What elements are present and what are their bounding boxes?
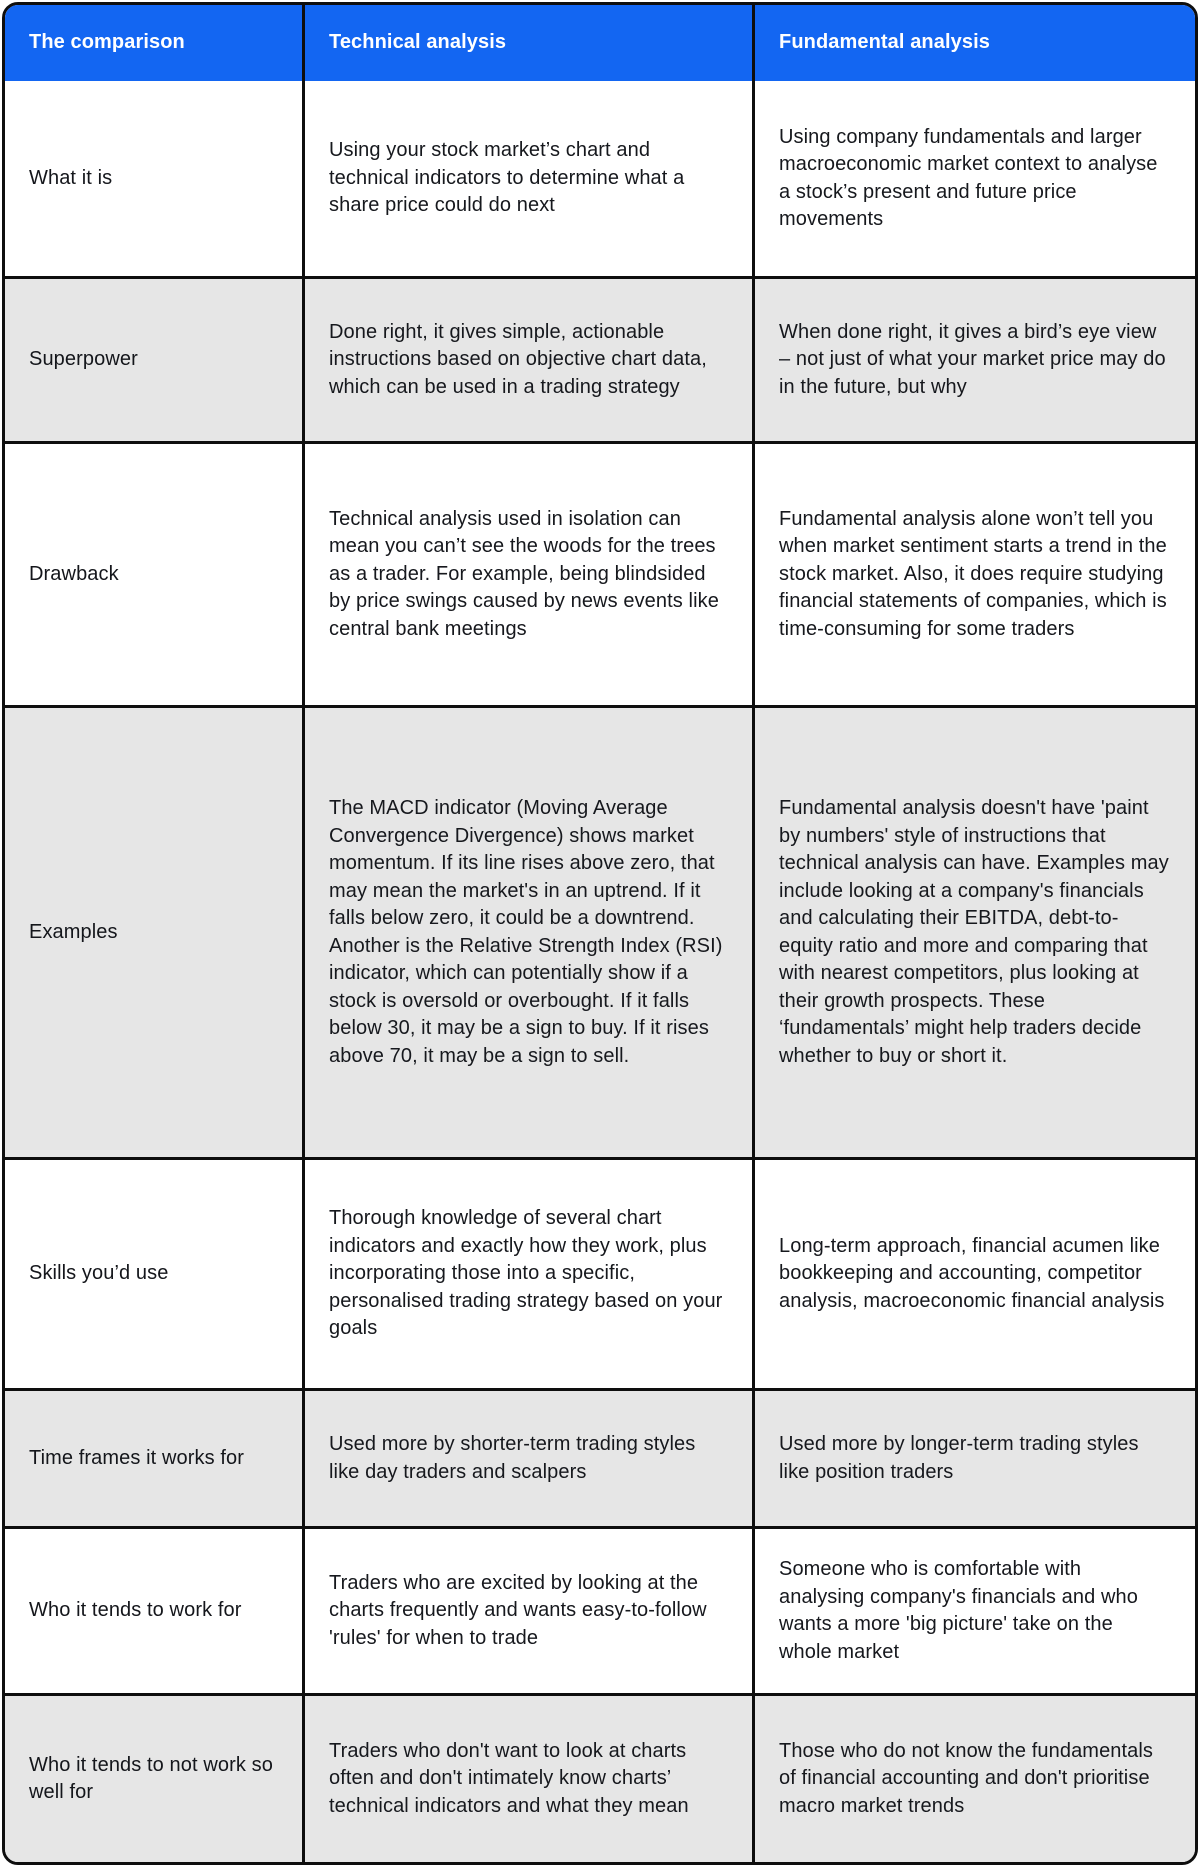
row-label: What it is bbox=[5, 81, 305, 279]
table-row-skills-youd-use bbox=[5, 1160, 1195, 1391]
technical-cell: The MACD indicator (Moving Average Convergence Divergence) shows market momentum. If its line rises above zero, that may mean the market's in an uptrend. If it falls below zero, it could be a downtrend. Another is the Relative Strength Index (RSI) indicator, which can potentially show if a stock is oversold or overbought. If it falls below 30, it may be a sign to buy. If it rises above 70, it may be a sign to sell. bbox=[305, 708, 755, 1160]
header-technical-analysis: Technical analysis bbox=[305, 5, 755, 84]
fundamental-cell: Used more by longer-term trading styles like position traders bbox=[755, 1391, 1195, 1529]
table-row-who-it-works-for bbox=[5, 1529, 1195, 1696]
comparison-table bbox=[2, 2, 1198, 1865]
technical-cell: Done right, it gives simple, actionable instructions based on objective chart data, which can be used in a trading strategy bbox=[305, 279, 755, 444]
technical-cell: Using your stock market’s chart and technical indicators to determine what a share price could do next bbox=[305, 81, 755, 279]
fundamental-cell: Using company fundamentals and larger macroeconomic market context to analyse a stock’s present and future price movements bbox=[755, 81, 1195, 279]
row-label: Examples bbox=[5, 708, 305, 1160]
table-header-row bbox=[5, 5, 1195, 81]
table-row-time-frames bbox=[5, 1391, 1195, 1529]
table-row-what-it-is bbox=[5, 81, 1195, 279]
technical-cell: Traders who don't want to look at charts often and don't intimately know charts’ technical indicators and what they mean bbox=[305, 1696, 755, 1862]
row-label: Who it tends to work for bbox=[5, 1529, 305, 1696]
fundamental-cell: Fundamental analysis alone won’t tell you when market sentiment starts a trend in the stock market. Also, it does require studying financial statements of companies, which is time-consuming for some traders bbox=[755, 444, 1195, 708]
row-label: Superpower bbox=[5, 279, 305, 444]
fundamental-cell: Someone who is comfortable with analysing company's financials and who wants a more 'big picture' take on the whole market bbox=[755, 1529, 1195, 1696]
technical-cell: Traders who are excited by looking at the charts frequently and wants easy-to-follow 'rules' for when to trade bbox=[305, 1529, 755, 1696]
header-fundamental-analysis: Fundamental analysis bbox=[755, 5, 1195, 84]
fundamental-cell: When done right, it gives a bird’s eye view – not just of what your market price may do in the future, but why bbox=[755, 279, 1195, 444]
fundamental-cell: Long-term approach, financial acumen like bookkeeping and accounting, competitor analysis, macroeconomic financial analysis bbox=[755, 1160, 1195, 1391]
table-row-drawback bbox=[5, 444, 1195, 708]
technical-cell: Used more by shorter-term trading styles like day traders and scalpers bbox=[305, 1391, 755, 1529]
row-label: Drawback bbox=[5, 444, 305, 708]
row-label: Who it tends to not work so well for bbox=[5, 1696, 305, 1862]
fundamental-cell: Fundamental analysis doesn't have 'paint by numbers' style of instructions that technical analysis can have. Examples may include looking at a company's financials and calculating their EBITDA, debt-to-equity ratio and more and comparing that with nearest competitors, plus looking at their growth prospects. These ‘fundamentals’ might help traders decide whether to buy or short it. bbox=[755, 708, 1195, 1160]
table-row-superpower bbox=[5, 279, 1195, 444]
table-body bbox=[5, 81, 1195, 1862]
table-row-who-it-does-not-work-for bbox=[5, 1696, 1195, 1862]
technical-cell: Thorough knowledge of several chart indicators and exactly how they work, plus incorporating those into a specific, personalised trading strategy based on your goals bbox=[305, 1160, 755, 1391]
header-comparison: The comparison bbox=[5, 5, 305, 84]
row-label: Skills you’d use bbox=[5, 1160, 305, 1391]
fundamental-cell: Those who do not know the fundamentals of financial accounting and don't prioritise macro market trends bbox=[755, 1696, 1195, 1862]
table-row-examples bbox=[5, 708, 1195, 1160]
technical-cell: Technical analysis used in isolation can mean you can’t see the woods for the trees as a trader. For example, being blindsided by price swings caused by news events like central bank meetings bbox=[305, 444, 755, 708]
row-label: Time frames it works for bbox=[5, 1391, 305, 1529]
